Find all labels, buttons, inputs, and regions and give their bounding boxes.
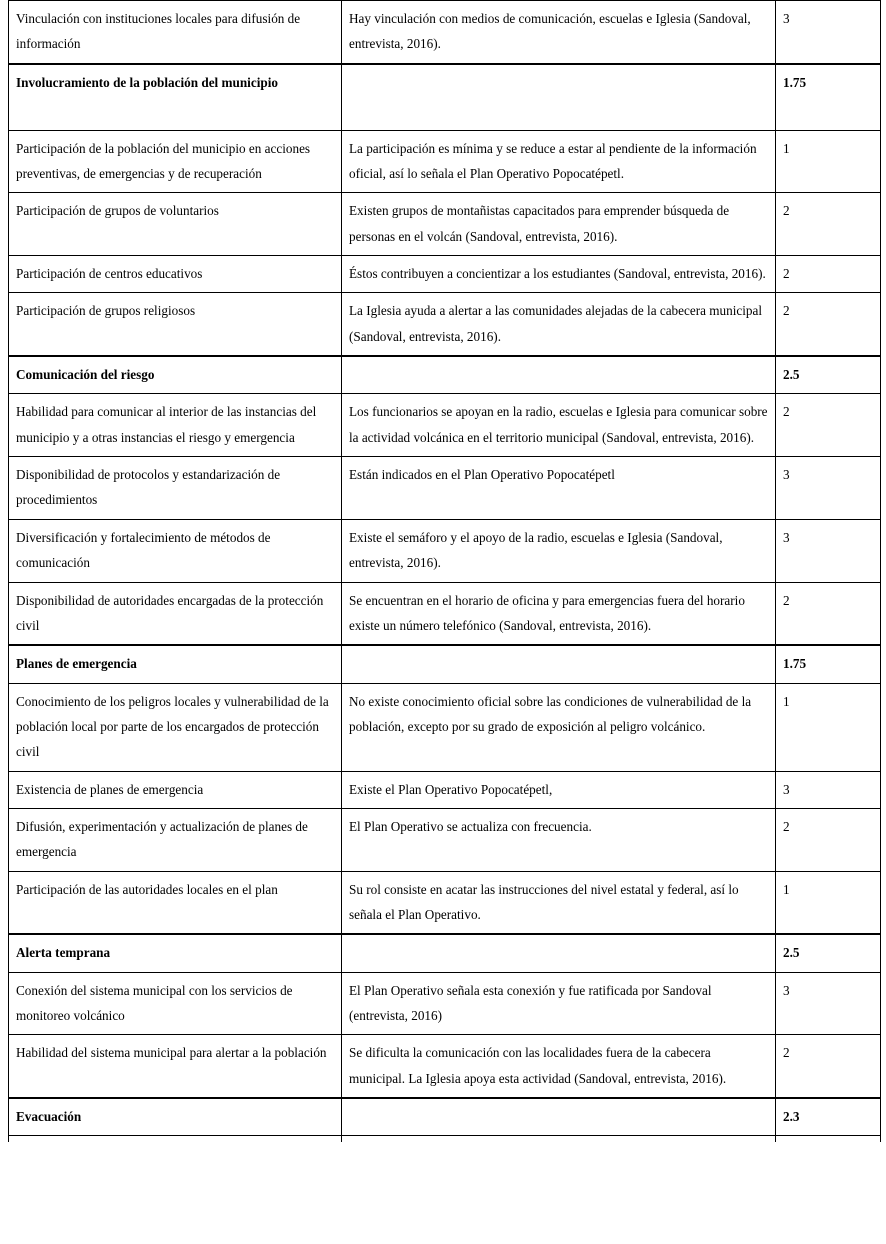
score-cell: 3 [776,1,881,64]
indicator-cell: Disponibilidad de protocolos y estandarización de procedimientos [9,457,342,520]
score-cell: 1 [776,130,881,193]
indicator-cell: Conocimiento de los peligros locales y vulnerabilidad de la población local por parte de los encargados de protección civil [9,683,342,771]
evidence-cell: Existe el Plan Operativo Popocatépetl, [342,771,776,808]
section-score-cell: 2.3 [776,1098,881,1136]
table-row [9,771,881,808]
score-cell: 3 [776,457,881,520]
evidence-cell: Hay vinculación con medios de comunicación, escuelas e Iglesia (Sandoval, entrevista, 2016). [342,1,776,64]
score-cell: 2 [776,293,881,356]
section-label: Evacuación [9,1098,342,1136]
indicator-cell: Conexión del sistema municipal con los servicios de monitoreo volcánico [9,972,342,1035]
evidence-cell: La participación es mínima y se reduce a estar al pendiente de la información oficial, así lo señala el Plan Operativo Popocatépetl. [342,130,776,193]
score-cell: 1 [776,683,881,771]
clipped-cell [342,1136,776,1143]
score-cell: 2 [776,582,881,645]
table-row [9,293,881,356]
section-score-cell: 1.75 [776,645,881,683]
evidence-cell: No existe conocimiento oficial sobre las condiciones de vulnerabilidad de la población, excepto por su grado de exposición al peligro volcánico. [342,683,776,771]
table-row [9,130,881,193]
clipped-cell [776,1136,881,1143]
indicator-cell: Participación de grupos de voluntarios [9,193,342,256]
evidence-cell [342,1098,776,1136]
indicator-cell: Participación de la población del municipio en acciones preventivas, de emergencias y de recuperación [9,130,342,193]
table-row [9,871,881,934]
indicator-cell: Habilidad del sistema municipal para alertar a la población [9,1035,342,1098]
evidence-cell [342,934,776,972]
evidence-cell: Éstos contribuyen a concientizar a los estudiantes (Sandoval, entrevista, 2016). [342,256,776,293]
table-row-clipped [9,1136,881,1143]
score-cell: 3 [776,519,881,582]
score-cell: 2 [776,193,881,256]
table-row [9,683,881,771]
section-label: Comunicación del riesgo [9,356,342,394]
evidence-cell: Existen grupos de montañistas capacitados para emprender búsqueda de personas en el volcán (Sandoval, entrevista, 2016). [342,193,776,256]
evidence-cell: Los funcionarios se apoyan en la radio, escuelas e Iglesia para comunicar sobre la actividad volcánica en el territorio municipal (Sandoval, entrevista, 2016). [342,394,776,457]
section-score-cell: 2.5 [776,356,881,394]
evidence-cell: El Plan Operativo se actualiza con frecuencia. [342,808,776,871]
score-cell: 2 [776,256,881,293]
score-cell: 3 [776,771,881,808]
indicator-cell: Participación de grupos religiosos [9,293,342,356]
score-cell: 2 [776,1035,881,1098]
table-row [9,1035,881,1098]
table-section-row [9,645,881,683]
assessment-table [8,0,881,1142]
table-section-row [9,1098,881,1136]
evidence-cell: El Plan Operativo señala esta conexión y fue ratificada por Sandoval (entrevista, 2016) [342,972,776,1035]
evidence-cell: La Iglesia ayuda a alertar a las comunidades alejadas de la cabecera municipal (Sandoval, entrevista, 2016). [342,293,776,356]
table-section-row [9,64,881,131]
evidence-cell: Existe el semáforo y el apoyo de la radio, escuelas e Iglesia (Sandoval, entrevista, 2016). [342,519,776,582]
indicator-cell: Difusión, experimentación y actualización de planes de emergencia [9,808,342,871]
section-label: Involucramiento de la población del municipio [9,64,342,131]
table-row [9,394,881,457]
section-label: Planes de emergencia [9,645,342,683]
table-section-row [9,934,881,972]
indicator-cell: Participación de las autoridades locales en el plan [9,871,342,934]
section-score-cell: 2.5 [776,934,881,972]
table-row [9,519,881,582]
score-cell: 2 [776,394,881,457]
indicator-cell: Vinculación con instituciones locales para difusión de información [9,1,342,64]
table-row [9,808,881,871]
table-body [9,1,881,1143]
section-label: Alerta temprana [9,934,342,972]
table-row [9,972,881,1035]
indicator-cell: Diversificación y fortalecimiento de métodos de comunicación [9,519,342,582]
score-cell: 1 [776,871,881,934]
evidence-cell [342,645,776,683]
evidence-cell: Se dificulta la comunicación con las localidades fuera de la cabecera municipal. La Iglesia apoya esta actividad (Sandoval, entrevista, 2016). [342,1035,776,1098]
score-cell: 2 [776,808,881,871]
indicator-cell: Existencia de planes de emergencia [9,771,342,808]
table-row [9,1,881,64]
evidence-cell [342,64,776,131]
clipped-cell [9,1136,342,1143]
indicator-cell: Habilidad para comunicar al interior de las instancias del municipio y a otras instancias el riesgo y emergencia [9,394,342,457]
table-section-row [9,356,881,394]
evidence-cell [342,356,776,394]
table-row [9,256,881,293]
indicator-cell: Disponibilidad de autoridades encargadas de la protección civil [9,582,342,645]
indicator-cell: Participación de centros educativos [9,256,342,293]
evidence-cell: Se encuentran en el horario de oficina y para emergencias fuera del horario existe un número telefónico (Sandoval, entrevista, 2016). [342,582,776,645]
evidence-cell: Están indicados en el Plan Operativo Popocatépetl [342,457,776,520]
evidence-cell: Su rol consiste en acatar las instrucciones del nivel estatal y federal, así lo señala el Plan Operativo. [342,871,776,934]
table-row [9,193,881,256]
table-row [9,582,881,645]
section-score-cell: 1.75 [776,64,881,131]
table-row [9,457,881,520]
score-cell: 3 [776,972,881,1035]
